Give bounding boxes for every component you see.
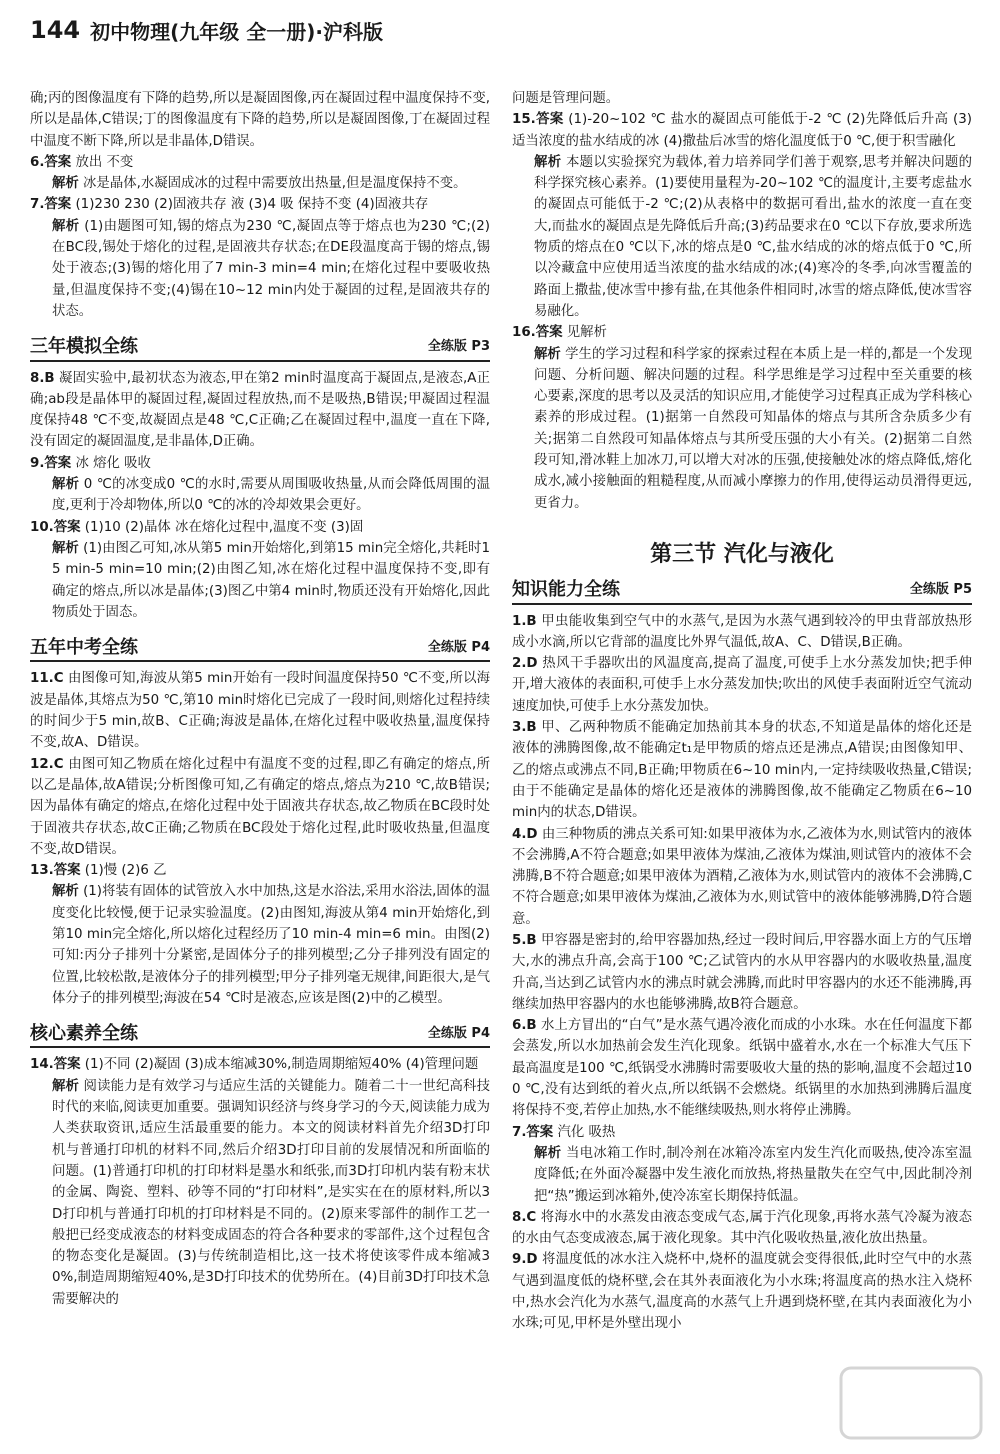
- item-label: 6.答案: [30, 154, 72, 170]
- answer-item: [30, 668, 490, 753]
- item-text: 见解析: [566, 325, 607, 341]
- section-title: 三年模拟全练: [30, 336, 138, 358]
- answer-item: [512, 717, 972, 823]
- item-label: 4.D: [512, 826, 538, 842]
- answer-item: [512, 322, 972, 343]
- item-text: (1)-20~102 ℃ 盐水的凝固点可能低于-2 ℃ (2)先降低后升高 (3)适当浓度的盐水结成的冰 (4)撒盐后冰雪的熔化温度低于0 ℃,便于积雪融化: [512, 112, 972, 149]
- explanation-item: [512, 152, 972, 322]
- section-title: 核心素养全练: [30, 1023, 138, 1045]
- item-label: 13.答案: [30, 863, 81, 879]
- explanation-item: [512, 1143, 972, 1207]
- item-text: (1)230 230 (2)固液共存 液 (3)4 吸 保持不变 (4)固液共存: [75, 197, 429, 213]
- item-text: 由三种物质的沸点关系可知:如果甲液体为水,乙液体为水,则试管内的液体不会沸腾,A不符合题意;如果甲液体为煤油,乙液体为煤油,则试管内的液体不会沸腾,B不符合题意;如果甲液体为酒精,乙液体为水,则试管内的液体不会沸腾,C不符合题意;如果甲液体为煤油,乙液体为水,则试管中的液体能够沸腾,D符合题意。: [512, 826, 972, 927]
- explanation-item: [30, 538, 490, 623]
- answer-item: [512, 824, 972, 930]
- item-text: (1)将装有固体的试管放入水中加热,这是水浴法,采用水浴法,固体的温度变化比较慢,便于记录实验温度。(2)由图知,海波从第4 min开始熔化,到第10 min完全熔化,所以熔化过程经历了10 min-4 min=6 min。由图(2)可知:丙分子排列十分紧密,是固体分子的排列模型;乙分子排列没有固定的位置,比较松散,是液体分子的排列模型;甲分子排列毫无规律,间距很大,是气体分子的排列模型;海波在54 ℃时是液态,应该是图(2)中的乙模型。: [52, 884, 490, 1006]
- right-column: [512, 88, 972, 1335]
- item-text: (1)由图乙可知,冰从第5 min开始熔化,到第15 min完全熔化,共耗时15 min-5 min=10 min;(2)由图乙知,冰在熔化过程中温度保持不变,即有确定的熔点,所以冰是晶体;(3)图乙中第4 min时,物质还没有开始熔化,因此物质处于固态。: [52, 540, 490, 620]
- item-text: 冰是晶体,水凝固成冰的过程中需要放出热量,但是温度保持不变。: [83, 176, 467, 192]
- item-text: 本题以实验探究为载体,着力培养同学们善于观察,思考并解决问题的科学探究核心素养。(1)要使用量程为-20~102 ℃的温度计,主要考虑盐水的凝固点可能低于-2 ℃;(2)从表格中的数据可看出,盐水的浓度一直在变大,而盐水的凝固点是先降低后升高;(3)药品要求在0 ℃以下存放,要求所选物质的熔点在0 ℃以下,冰的熔点是0 ℃,盐水结成的冰的熔点低于0 ℃,所以冷藏盒中应使用适当浓度的盐水结成的冰;(4)寒冷的冬季,向冰雪覆盖的路面上撒盐,使冰雪中掺有盐,在其他条件相同时,冰雪的熔点降低,使冰雪容易融化。: [534, 154, 973, 319]
- item-label: 5.B: [512, 932, 537, 948]
- item-text: (1)不同 (2)凝固 (3)成本缩减30%,制造周期缩短40% (4)管理问题: [84, 1057, 479, 1073]
- item-label: 12.C: [30, 756, 64, 772]
- section-heading: [30, 336, 490, 361]
- explanation-item: [512, 344, 972, 514]
- left-column: [30, 88, 490, 1310]
- item-label: 9.答案: [30, 455, 72, 471]
- answer-item: [30, 453, 490, 474]
- item-label: 解析: [534, 154, 562, 170]
- item-label: 2.D: [512, 656, 538, 672]
- item-text: 热风干手器吹出的风温度高,提高了温度,可使手上水分蒸发加快;把手伸开,增大液体的表面积,可使手上水分蒸发加快;吹出的风使手表面附近空气流动速度加快,可使手上水分蒸发加快。: [512, 656, 972, 714]
- page-number: 144: [30, 16, 81, 44]
- explanation-item: [30, 173, 490, 194]
- item-text: 水上方冒出的“白气”是水蒸气遇冷液化而成的小水珠。水在任何温度下都会蒸发,所以水加热前会发生汽化现象。纸锅中盛着水,水在一个标准大气压下最高温度是100 ℃,纸锅受水沸腾时需要吸收大量的热的影响,温度不会超过100 ℃,没有达到纸的着火点,所以纸锅不会燃烧。纸锅里的水加热到沸腾后温度将保持不变,若停止加热,水不能继续吸热,则水将停止沸腾。: [512, 1018, 972, 1119]
- answer-item: [512, 1249, 972, 1334]
- item-label: 8.B: [30, 370, 55, 386]
- item-text: (1)10 (2)晶体 冰在熔化过程中,温度不变 (3)固: [84, 519, 364, 535]
- item-text: 由图可知乙物质在熔化过程中有温度不变的过程,即乙有确定的熔点,所以乙是晶体,故A错误;分析图像可知,乙有确定的熔点,熔点为210 ℃,故B错误;因为晶体有确定的熔点,在熔化过程中处于固液共存状态,故乙物质在BC段时处于固液共存状态,故C正确;乙物质在BC段处于熔化过程,此时吸收热量,但温度不变,故D错误。: [30, 756, 490, 857]
- chapter-title: 第三节 汽化与液化: [650, 541, 834, 567]
- item-label: 11.C: [30, 671, 64, 687]
- paragraph: 确;丙的图像温度有下降的趋势,所以是凝固图像,丙在凝固过程中温度保持不变,所以是晶体,C错误;丁的图像温度有下降的趋势,所以是凝固图像,丁在凝固过程中温度不断下降,所以是非晶体,D错误。: [30, 91, 490, 149]
- item-text: 放出 不变: [75, 154, 134, 170]
- watermark-logo: [836, 1358, 986, 1448]
- answer-item: [512, 1015, 972, 1121]
- item-text: 阅读能力是有效学习与适应生活的关键能力。随着二十一世纪高科技时代的来临,阅读更加重要。强调知识经济与终身学习的今天,阅读能力成为人类获取资讯,适应生活最重要的能力。本文的阅读材料首先介绍3D打印机与普通打印机的材料不同,然后介绍3D打印目前的发展情况和所面临的问题。(1)普通打印机的打印材料是墨水和纸张,而3D打印机内装有粉末状的金属、陶瓷、塑料、砂等不同的“打印材料”,是实实在在的原材料,所以3D打印机与普通打印机的打印材料是不同的。(2)原来零部件的制作工艺一般把已经变成液态的材料变成固态的符合各种要求的零部件,这个过程包含的物态变化是凝固。(3)与传统制造相比,这一技术将使该零件成本缩减30%,制造周期缩短40%,是3D打印技术的优势所在。(4)目前3D打印技术急需要解决的: [52, 1078, 490, 1307]
- answer-item: [30, 517, 490, 538]
- section-title: 知识能力全练: [512, 579, 620, 601]
- item-text: 凝固实验中,最初状态为液态,甲在第2 min时温度高于凝固点,是液态,A正确;ab段是晶体甲的凝固过程,凝固过程放热,而不是吸热,B错误;甲凝固过程温度保持48 ℃不变,故凝固点是48 ℃,C正确;乙在凝固过程中,温度一直在下降,没有固定的凝固温度,是非晶体,D正确。: [30, 370, 490, 450]
- item-label: 解析: [534, 346, 561, 362]
- item-label: 6.B: [512, 1018, 537, 1034]
- item-text: 将海水中的水蒸发由液态变成气态,属于汽化现象,再将水蒸气冷凝为液态的水由气态变成液态,属于液化现象。其中汽化吸收热量,液化放出热量。: [512, 1209, 972, 1247]
- explanation-item: [30, 1076, 490, 1310]
- item-label: 15.答案: [512, 112, 564, 128]
- section-ref: 全练版 P3: [427, 339, 490, 355]
- answer-item: [30, 194, 490, 215]
- item-label: 解析: [52, 176, 79, 192]
- answer-item: [512, 109, 972, 152]
- item-text: (1)由题图可知,锡的熔点为230 ℃,凝固点等于熔点也为230 ℃;(2)在BC段,锡处于熔化的过程,是固液共存状态;在DE段温度高于锡的熔点,锡处于液态;(3)锡的熔化用了7 min-3 min=4 min;在熔化过程中要吸收热量,但温度保持不变;(4)锡在10~12 min内处于凝固的过程,是固液共存的状态。: [52, 218, 491, 319]
- answer-item: [30, 368, 490, 453]
- item-text: 冰 熔化 吸收: [75, 455, 151, 471]
- item-text: 将温度低的冰水注入烧杯中,烧杯的温度就会变得很低,此时空气中的水蒸气遇到温度低的烧杯壁,会在其外表面液化为小水珠;将温度高的热水注入烧杯中,热水会汽化为水蒸气,温度高的水蒸气上升遇到烧杯壁,在其内表面液化为小水珠;可见,甲杯是外壁出现小: [512, 1252, 972, 1332]
- paragraph: 问题是管理问题。: [512, 91, 620, 106]
- answer-item: [30, 754, 490, 860]
- item-label: 16.答案: [512, 325, 563, 341]
- answer-item: [30, 152, 490, 173]
- item-label: 9.D: [512, 1252, 538, 1268]
- answer-item: [30, 860, 490, 881]
- page-header: [30, 10, 383, 50]
- section-heading: [512, 579, 972, 604]
- answer-item: [30, 1054, 490, 1075]
- item-text: 汽化 吸热: [557, 1124, 616, 1140]
- answer-item: [512, 1122, 972, 1143]
- item-label: 解析: [52, 884, 79, 900]
- item-text: (1)慢 (2)6 乙: [84, 863, 167, 879]
- item-label: 7.答案: [512, 1124, 554, 1140]
- item-label: 3.B: [512, 720, 537, 736]
- item-label: 解析: [52, 477, 80, 493]
- section-ref: 全练版 P5: [909, 582, 972, 598]
- item-text: 甲容器是密封的,给甲容器加热,经过一段时间后,甲容器水面上方的气压增大,水的沸点升高,会高于100 ℃;乙试管内的水从甲容器内的水吸收热量,温度升高,当达到乙试管内水的沸点时就会沸腾,而此时甲容器内的水还不能沸腾,再继续加热甲容器内的水也能够沸腾,故B符合题意。: [512, 932, 972, 1012]
- item-text: 学生的学习过程和科学家的探索过程在本质上是一样的,都是一个发现问题、分析问题、解决问题的过程。科学思维是学习过程中至关重要的核心要素,深度的思考以及灵活的知识应用,才能使学习过程真正成为学科核心素养的形成过程。(1)据第一自然段可知晶体的熔点与其所含杂质多少有关;据第二自然段可知晶体熔点与其所受压强的大小有关。(2)据第二自然段可知,滑冰鞋上加冰刀,可以增大对冰的压强,使接触处冰的熔点降低,熔化成水,减小接触面的粗糙程度,从而减小摩擦力的作用,使得运动员滑得更远,更省力。: [534, 346, 972, 511]
- answer-item: [512, 653, 972, 717]
- item-label: 8.C: [512, 1209, 537, 1225]
- item-text: 甲虫能收集到空气中的水蒸气,是因为水蒸气遇到较冷的甲虫背部放热形成小水滴,所以它背部的温度比外界气温低,故A、C、D错误,B正确。: [512, 613, 972, 650]
- item-text: 0 ℃的冰变成0 ℃的水时,需要从周围吸收热量,从而会降低周围的温度,更利于冷却物体,所以0 ℃的冰的冷却效果会更好。: [52, 477, 491, 514]
- item-label: 10.答案: [30, 519, 81, 535]
- item-label: 解析: [534, 1145, 562, 1161]
- item-label: 14.答案: [30, 1057, 81, 1073]
- explanation-item: [30, 474, 490, 517]
- item-label: 解析: [52, 218, 80, 234]
- book-title: 初中物理(九年级 全一册)·沪科版: [90, 19, 383, 44]
- section-heading: [30, 637, 490, 662]
- section-ref: 全练版 P4: [427, 1026, 490, 1042]
- item-text: 甲、乙两种物质不能确定加热前其本身的状态,不知道是晶体的熔化还是液体的沸腾图像,故不能确定t₁是甲物质的熔点还是沸点,A错误;由图像知甲、乙的熔点或沸点不同,B正确;甲物质在6~10 min内,一定持续吸收热量,C错误;由于不能确定是晶体的熔化还是液体的沸腾图像,故不能确定乙物质在6~10 min内的状态,D错误。: [512, 720, 972, 821]
- item-text: 由图像可知,海波从第5 min开始有一段时间温度保持50 ℃不变,所以海波是晶体,其熔点为50 ℃,第10 min时熔化已完成了一段时间,则熔化过程持续的时间少于5 min,故B、C正确;海波是晶体,在熔化过程中吸收热量,温度保持不变,故A、D错误。: [30, 671, 490, 751]
- item-label: 1.B: [512, 613, 537, 629]
- explanation-item: [30, 881, 490, 1009]
- item-text: 当电冰箱工作时,制冷剂在冰箱冷冻室内发生汽化而吸热,使冷冻室温度降低;在外面冷凝器中发生液化而放热,将热量散失在空气中,因此制冷剂把“热”搬运到冰箱外,使冷冻室长期保持低温。: [534, 1145, 973, 1204]
- item-label: 7.答案: [30, 197, 72, 213]
- answer-item: [512, 930, 972, 1015]
- section-heading: [30, 1023, 490, 1048]
- section-title: 五年中考全练: [30, 637, 138, 659]
- answer-item: [512, 611, 972, 654]
- explanation-item: [30, 216, 490, 322]
- item-label: 解析: [52, 540, 79, 556]
- item-label: 解析: [52, 1078, 80, 1094]
- section-ref: 全练版 P4: [427, 640, 490, 656]
- answer-item: [512, 1207, 972, 1250]
